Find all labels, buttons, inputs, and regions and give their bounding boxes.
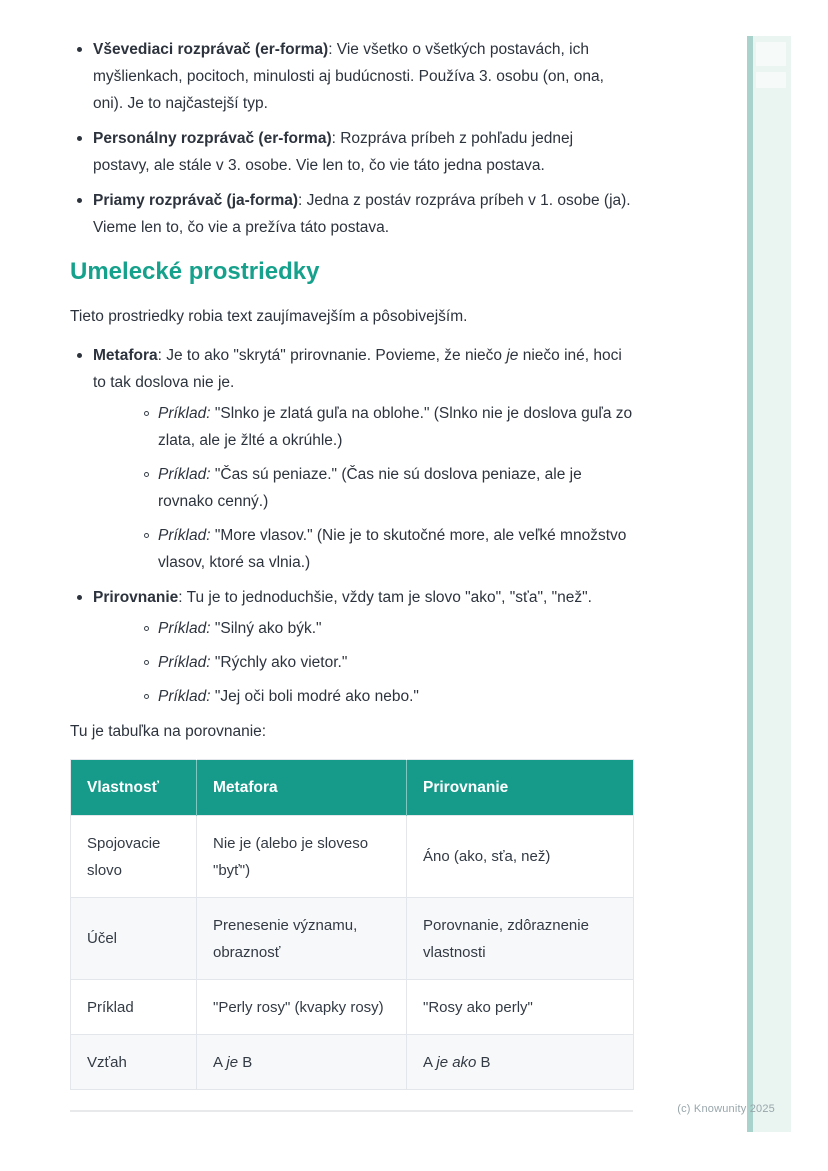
list-item-narrator xyxy=(70,187,633,241)
table-row xyxy=(71,816,634,898)
list-item-narrator xyxy=(70,125,633,179)
narrator-list xyxy=(70,36,633,241)
example-text: Príklad: "Čas sú peniaze." (Čas nie sú doslova peniaze, ale je rovnako cenný.) xyxy=(158,466,582,510)
example-text: Príklad: "Rýchly ako vietor." xyxy=(158,654,348,671)
example-item xyxy=(93,400,633,454)
list-item-metaphor xyxy=(70,342,633,576)
bullet-circle-icon xyxy=(144,660,149,665)
list-item-narrator xyxy=(70,36,633,117)
intro-paragraph: Tieto prostriedky robia text zaujímavejším a pôsobivejším. xyxy=(70,308,468,325)
copyright-note: (c) Knowunity 2025 xyxy=(677,1103,775,1115)
bullet-circle-icon xyxy=(144,472,149,477)
column-header-simile: Prirovnanie xyxy=(407,760,634,816)
example-item xyxy=(93,615,633,642)
bullet-dot-icon xyxy=(77,47,82,52)
example-text: Príklad: "Silný ako býk." xyxy=(158,620,322,637)
table-cell: Príklad xyxy=(71,980,197,1035)
devices-list xyxy=(70,342,633,710)
bullet-dot-icon xyxy=(77,595,82,600)
table-header xyxy=(71,760,634,816)
column-header-property: Vlastnosť xyxy=(71,760,197,816)
minimap-thumbnail xyxy=(756,72,786,88)
list-item-text: Vševediaci rozprávač (er-forma): Vie všetko o všetkých postavách, ich myšlienkach, pocitoch, minulosti aj budúcnosti. Používa 3. osobu (on, ona, oni). Je to najčastejší typ. xyxy=(93,41,604,112)
table-cell: A je ako B xyxy=(407,1035,634,1090)
table-cell: A je B xyxy=(197,1035,407,1090)
example-item xyxy=(93,683,633,710)
example-text: Príklad: "Jej oči boli modré ako nebo." xyxy=(158,688,419,705)
list-item-text: Prirovnanie: Tu je to jednoduchšie, vždy tam je slovo "ako", "sťa", "než". xyxy=(93,589,592,606)
list-item-text: Metafora: Je to ako "skrytá" prirovnanie. Povieme, že niečo je niečo iné, hoci to tak doslova nie je. xyxy=(93,347,622,391)
section-heading: Umelecké prostriedky xyxy=(70,258,320,285)
table-cell: "Rosy ako perly" xyxy=(407,980,634,1035)
list-item-simile xyxy=(70,584,633,710)
table-cell: Účel xyxy=(71,898,197,980)
footer-divider xyxy=(70,1110,633,1112)
table-cell: Áno (ako, sťa, než) xyxy=(407,816,634,898)
bullet-dot-icon xyxy=(77,136,82,141)
table-lead-paragraph: Tu je tabuľka na porovnanie: xyxy=(70,723,267,740)
bullet-circle-icon xyxy=(144,411,149,416)
example-item xyxy=(93,522,633,576)
table-cell: Prenesenie významu, obraznosť xyxy=(197,898,407,980)
table-cell: Vzťah xyxy=(71,1035,197,1090)
minimap-accent-bar xyxy=(747,36,753,1132)
page-minimap-scrollbar[interactable] xyxy=(747,36,791,1132)
example-item xyxy=(93,461,633,515)
document-content xyxy=(70,36,633,1112)
example-text: Príklad: "More vlasov." (Nie je to skutočné more, ale veľké množstvo vlasov, ktoré sa vlnia.) xyxy=(158,527,627,571)
metaphor-examples-list xyxy=(93,400,633,576)
table-cell: Nie je (alebo je sloveso "byť") xyxy=(197,816,407,898)
column-header-metaphor: Metafora xyxy=(197,760,407,816)
table-cell: Spojovacie slovo xyxy=(71,816,197,898)
table-row xyxy=(71,898,634,980)
table-row xyxy=(71,1035,634,1090)
example-text: Príklad: "Slnko je zlatá guľa na oblohe." (Slnko nie je doslova guľa zo zlata, ale je žlté a okrúhle.) xyxy=(158,405,633,449)
bullet-circle-icon xyxy=(144,533,149,538)
bullet-circle-icon xyxy=(144,694,149,699)
example-item xyxy=(93,649,633,676)
table-body xyxy=(71,816,634,1090)
table-cell: "Perly rosy" (kvapky rosy) xyxy=(197,980,407,1035)
bullet-circle-icon xyxy=(144,626,149,631)
bullet-dot-icon xyxy=(77,353,82,358)
list-item-text: Priamy rozprávač (ja-forma): Jedna z postáv rozpráva príbeh v 1. osobe (ja). Vieme len to, čo vie a prežíva táto postava. xyxy=(93,192,631,236)
comparison-table xyxy=(70,759,634,1090)
table-cell: Porovnanie, zdôraznenie vlastnosti xyxy=(407,898,634,980)
table-row xyxy=(71,980,634,1035)
simile-examples-list xyxy=(93,615,633,710)
minimap-thumbnail xyxy=(756,42,786,66)
bullet-dot-icon xyxy=(77,198,82,203)
table-header-row xyxy=(71,760,634,816)
list-item-text: Personálny rozprávač (er-forma): Rozpráva príbeh z pohľadu jednej postavy, ale stále v 3. osobe. Vie len to, čo vie táto jedna postava. xyxy=(93,130,574,174)
